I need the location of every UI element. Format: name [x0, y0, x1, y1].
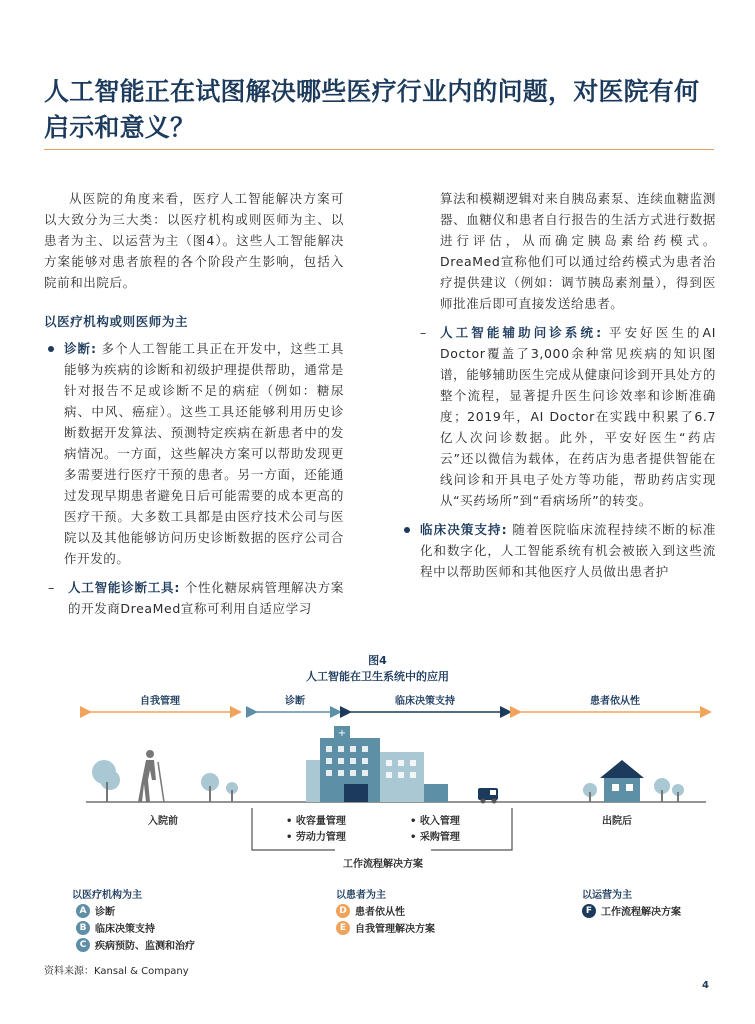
page-title: 人工智能正在试图解决哪些医疗行业内的问题，对医院有何启示和意义？	[44, 77, 700, 142]
legend-item-b: B 临床决策支持	[76, 920, 155, 935]
label-after-discharge: 出院后	[602, 816, 632, 827]
house-icon	[600, 760, 644, 802]
legend-item-f: F 工作流程解决方案	[582, 903, 681, 918]
badge-d-icon: D	[336, 904, 350, 918]
figure-illustration	[0, 700, 755, 880]
label-before-admission: 入院前	[148, 816, 178, 827]
stage-adherence: 患者依从性	[590, 696, 640, 707]
legend-item-c: C 疾病预防、监测和治疗	[76, 937, 195, 952]
badge-c-icon: C	[76, 938, 90, 952]
legend-item-a: A 诊断	[76, 903, 115, 918]
stage-clinical-decision: 临床决策支持	[395, 696, 455, 707]
person-walking-icon	[138, 750, 164, 802]
dash-ai-diagnosis-text: 个性化糖尿病管理解决方案的开发商DreaMed宣称可利用自适应学习	[68, 580, 344, 616]
left-column	[44, 188, 344, 619]
section-subhead: 以医疗机构或则医师为主	[44, 314, 189, 329]
svg-text:+: +	[337, 728, 347, 739]
workflow-label: 工作流程解决方案	[343, 859, 423, 870]
title-divider	[44, 149, 714, 150]
dash-mark: –	[48, 580, 55, 595]
dash-ai-diagnosis-title: 人工智能诊断工具:	[68, 580, 180, 595]
dash-ai-consult	[416, 322, 716, 511]
legend-ops-title: 以运营为主	[582, 890, 632, 901]
legend-item-e: E 自我管理解决方案	[336, 920, 435, 935]
bullet-diagnosis-title: 诊断:	[64, 341, 97, 356]
ops-workforce: • 劳动力管理	[286, 832, 346, 843]
ops-capacity: • 收容量管理	[286, 816, 346, 827]
bullet-diagnosis	[44, 338, 344, 569]
ambulance-icon	[478, 788, 498, 804]
tree-icon	[92, 760, 238, 802]
legend-item-d: D 患者依从性	[336, 903, 405, 918]
right-column	[416, 188, 716, 582]
intro-paragraph: 从医院的角度来看，医疗人工智能解决方案可以大致分为三大类：以医疗机构或则医师为主、以患者为主、以运营为主（图4）。这些人工智能解决方案能够对患者旅程的各个阶段产生影响，包括入院前和出院后。	[44, 191, 344, 290]
continued-paragraph: 算法和模糊逻辑对来自胰岛素泵、连续血糖监测器、血糖仪和患者自行报告的生活方式进行数据进行评估，从而确定胰岛素给药模式。DreaMed宣称他们可以通过给药模式为患者治疗提供建议（例如：调节胰岛素剂量），得到医师批准后即可直接发送给患者。	[440, 191, 716, 311]
bullet-dot-icon	[48, 346, 54, 352]
legend-provider-title: 以医疗机构为主	[72, 890, 142, 901]
bullet-diagnosis-text: 多个人工智能工具正在开发中，这些工具能够为疾病的诊断和初级护理提供帮助，通常是针对报告不足或诊断不足的病症（例如：糖尿病、中风、癌症）。这些工具还能够利用历史诊断数据开发算法、预测特定疾病在新患者中的发病情况。一方面，这些解决方案可以帮助发现更多需要进行医疗干预的患者。另一方面，还能通过发现早期患者避免日后可能需要的成本更高的医疗干预。大多数工具都是由医疗技术公司与医院以及其他能够访问历史诊断数据的医疗公司合作开发的。	[64, 341, 344, 566]
bullet-dot-icon	[404, 527, 410, 533]
dash-ai-diagnosis	[44, 577, 344, 619]
bullet-clinical-title: 临床决策支持:	[420, 522, 508, 537]
ops-procurement: • 采购管理	[410, 832, 460, 843]
figure-number: 图4	[368, 654, 387, 667]
legend-patient-title: 以患者为主	[336, 890, 386, 901]
badge-a-icon: A	[76, 904, 90, 918]
page-number: 4	[702, 980, 709, 991]
ops-revenue: • 收入管理	[410, 816, 460, 827]
badge-f-icon: F	[582, 904, 596, 918]
source-note: 资料来源：Kansal & Company	[44, 966, 189, 977]
bullet-clinical-text: 随着医院临床流程持续不断的标准化和数字化，人工智能系统有机会被嵌入到这些流程中以帮助医师和其他医疗人员做出患者护	[420, 522, 716, 579]
badge-e-icon: E	[336, 921, 350, 935]
dash-ai-consult-title: 人工智能辅助问诊系统:	[440, 325, 602, 340]
hospital-building-icon	[306, 726, 448, 802]
stage-diagnosis: 诊断	[285, 696, 305, 707]
bullet-clinical-decision	[400, 519, 716, 582]
badge-b-icon: B	[76, 921, 90, 935]
dash-mark: –	[420, 325, 427, 340]
figure-caption: 人工智能在卫生系统中的应用	[306, 670, 449, 683]
dash-ai-consult-text: 平安好医生的AI Doctor覆盖了3,000余种常见疾病的知识图谱，能够辅助医生完成从健康问诊到开具处方的整个流程，显著提升医生问诊效率和诊断准确度；2019年，AI Doctor在实践中积累了6.7亿人次问诊数据。此外，平安好医生“药店云”还以微信为载体，在药店为患者提供智能在线问诊和开具电子处方等功能，帮助药店实现从“买药场所”到“看病场所”的转变。	[440, 325, 716, 508]
stage-self-management: 自我管理	[140, 696, 180, 707]
